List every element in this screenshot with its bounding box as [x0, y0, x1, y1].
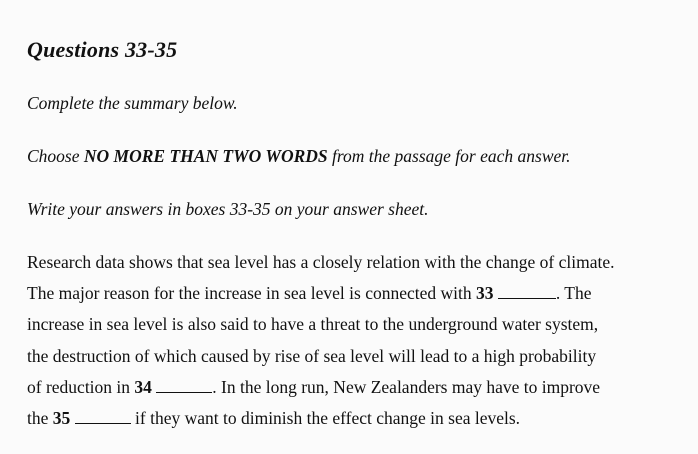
- instruction-answer-sheet-text: Write your answers in boxes 33-35 on your answer sheet.: [27, 199, 429, 219]
- summary-line: [27, 278, 667, 309]
- instruction-choose-pre: Choose: [27, 146, 84, 166]
- instruction-choose: [27, 146, 571, 167]
- summary-line: [27, 372, 667, 403]
- summary-text: increase in sea level is also said to have a threat to the underground water system,: [27, 314, 599, 335]
- summary-text: of reduction in: [27, 376, 135, 397]
- summary-text: the destruction of which caused by rise of sea level will lead to a high probability: [27, 345, 597, 366]
- answer-blank-33[interactable]: [498, 284, 556, 299]
- instruction-answer-sheet: [27, 199, 429, 220]
- summary-paragraph: [27, 247, 667, 434]
- summary-line: [27, 403, 667, 434]
- answer-blank-35[interactable]: [75, 409, 131, 424]
- summary-text: . In the long run, New Zealanders may have to improve: [212, 376, 601, 397]
- question-number-35: 35: [52, 408, 71, 429]
- instruction-complete-text: Complete the summary below.: [27, 93, 238, 113]
- question-number-34: 34: [134, 376, 152, 397]
- summary-line: [27, 341, 667, 372]
- summary-line: [27, 247, 667, 278]
- summary-text: the: [27, 408, 53, 429]
- summary-line: [27, 309, 667, 340]
- page-title: Questions 33-35: [27, 37, 178, 62]
- instruction-complete: [27, 93, 238, 114]
- summary-text: The major reason for the increase in sea level is connected with: [27, 283, 476, 304]
- instruction-word-limit: NO MORE THAN TWO WORDS: [83, 146, 328, 166]
- answer-blank-34[interactable]: [156, 378, 212, 393]
- summary-text: Research data shows that sea level has a closely relation with the change of climate.: [27, 252, 615, 272]
- question-number-33: 33: [475, 283, 494, 304]
- summary-text: if they want to diminish the effect change in sea levels.: [130, 408, 521, 429]
- summary-text: . The: [555, 283, 592, 304]
- instruction-choose-post: from the passage for each answer.: [327, 146, 571, 166]
